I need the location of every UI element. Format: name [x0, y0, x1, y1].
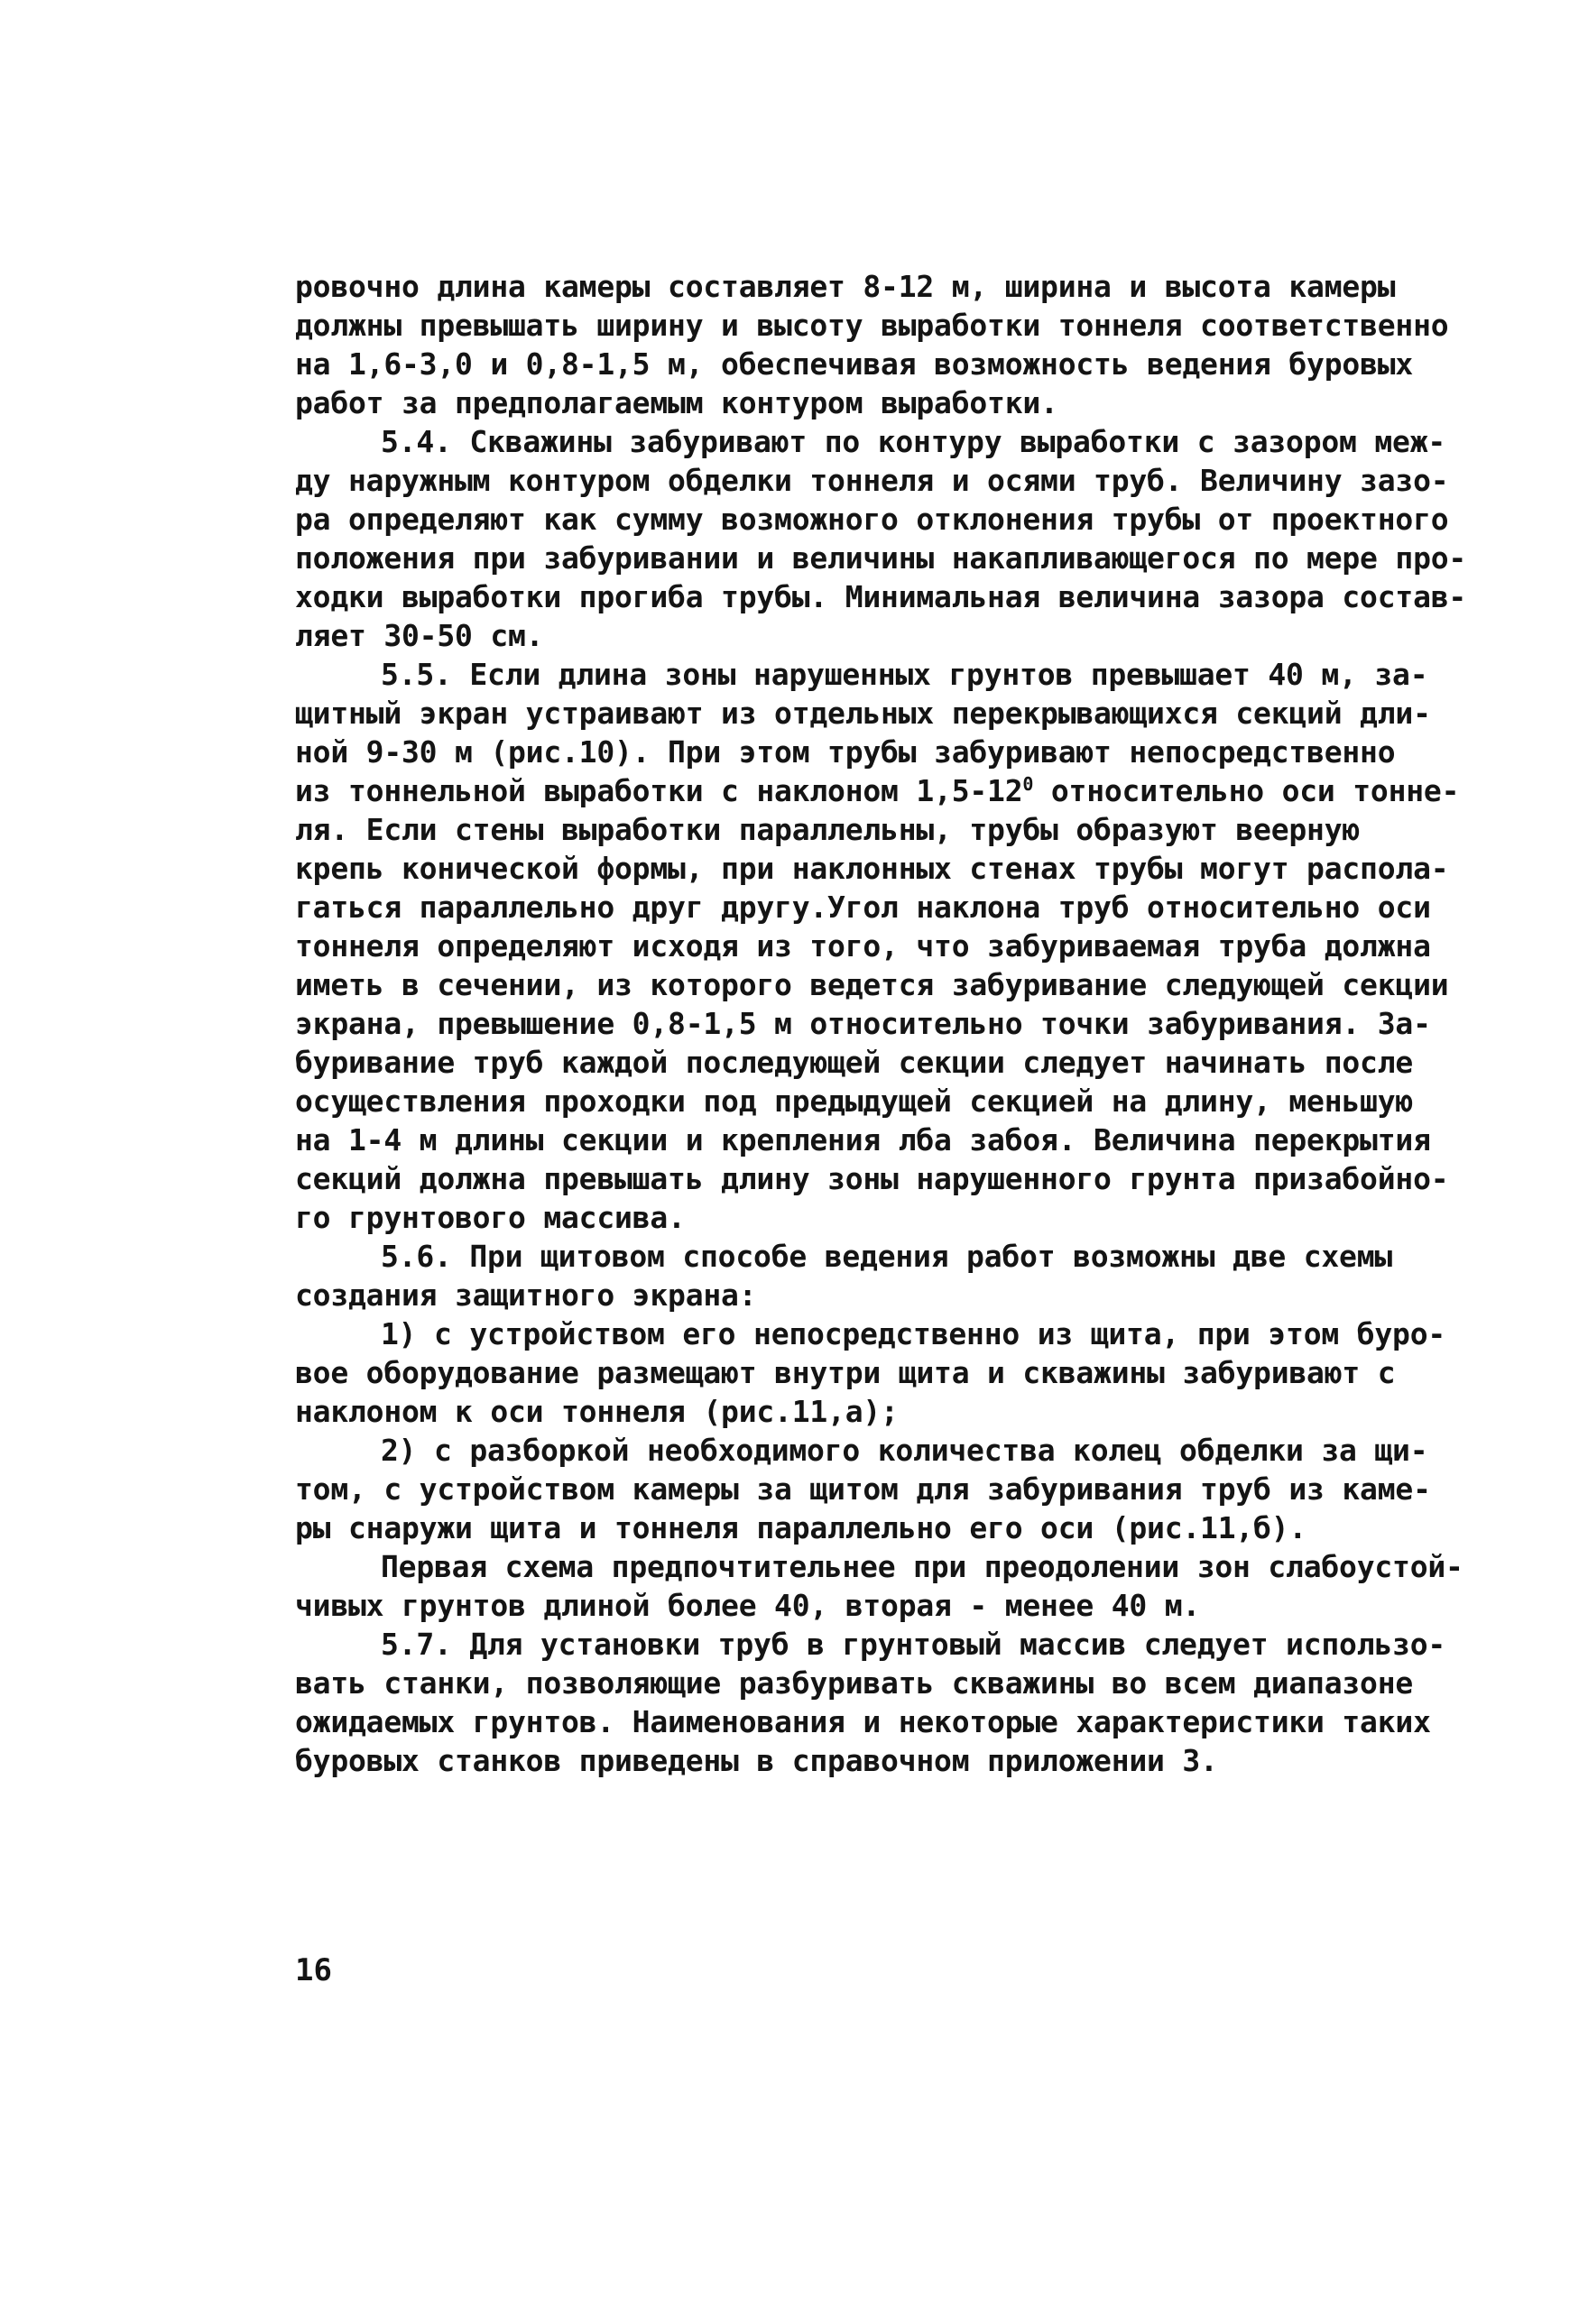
text-line-content: ля. Если стены выработки параллельны, трубы образуют веерную	[295, 812, 1361, 847]
text-line-content: го грунтового массива.	[295, 1200, 686, 1235]
text-line-content: создания защитного экрана:	[295, 1277, 757, 1313]
text-line-content: том, с устройством камеры за щитом для забуривания труб из каме-	[295, 1471, 1431, 1507]
text-line	[295, 1276, 1423, 1314]
text-line-content: 2) с разборкой необходимого количества колец обделки за щи-	[381, 1433, 1428, 1468]
text-line-content: положения при забуривании и величины накапливающегося по мере про-	[295, 540, 1467, 576]
text-line	[295, 1120, 1431, 1159]
text-line	[295, 461, 1449, 500]
text-line	[295, 1470, 1431, 1508]
text-line	[295, 422, 1446, 461]
text-line	[295, 500, 1449, 539]
text-line	[295, 1004, 1431, 1043]
text-line	[295, 1353, 1423, 1392]
text-line	[295, 616, 1423, 655]
text-line	[295, 655, 1428, 694]
text-line-content: ходки выработки прогиба трубы. Минимальная величина зазора состав-	[295, 579, 1467, 614]
text-line	[295, 849, 1449, 888]
text-line	[295, 1043, 1423, 1082]
text-line-content: осуществления проходки под предыдущей секцией на длину, меньшую	[295, 1084, 1414, 1119]
text-line-content: 5.6. При щитовом способе ведения работ возможны две схемы	[381, 1239, 1393, 1274]
text-line	[295, 1741, 1423, 1780]
text-line	[295, 810, 1423, 849]
text-line	[295, 1547, 1463, 1586]
text-line-content: 5.5. Если длина зоны нарушенных грунтов превышает 40 м, за-	[381, 657, 1428, 692]
text-line-content: на 1,6-3,0 и 0,8-1,5 м, обеспечивая возможность ведения буровых	[295, 346, 1414, 382]
text-line-content: экрана, превышение 0,8-1,5 м относительно точки забуривания. За-	[295, 1006, 1431, 1041]
text-line	[295, 1237, 1423, 1276]
text-line-content: ду наружным контуром обделки тоннеля и осями труб. Величину зазо-	[295, 463, 1449, 498]
text-line-content: тоннеля определяют исходя из того, что забуриваемая труба должна	[295, 928, 1431, 964]
text-line-content: ной 9-30 м (рис.10). При этом трубы забуривают непосредственно	[295, 734, 1396, 770]
text-line	[295, 267, 1423, 306]
text-line-content: крепь конической формы, при наклонных стенах трубы могут распола-	[295, 851, 1449, 886]
text-line-content: вать станки, позволяющие разбуривать скважины во всем диапазоне	[295, 1665, 1414, 1701]
text-line-content: на 1-4 м длины секции и крепления лба забоя. Величина перекрытия	[295, 1122, 1431, 1157]
text-line	[295, 1314, 1446, 1353]
text-line	[295, 306, 1449, 345]
text-line	[295, 888, 1431, 927]
page-number: 16	[295, 1952, 332, 1988]
body-text	[295, 267, 1467, 1780]
text-line	[295, 733, 1423, 771]
text-line	[295, 1664, 1423, 1702]
text-line	[295, 1625, 1446, 1664]
text-line-content: секций должна превышать длину зоны нарушенного грунта призабойно-	[295, 1161, 1449, 1196]
text-line	[295, 1198, 1423, 1237]
text-line-content: ляет 30-50 см.	[295, 618, 544, 653]
text-line-content: ожидаемых грунтов. Наименования и некоторые характеристики таких	[295, 1704, 1431, 1739]
degree-superscript: 0	[1022, 773, 1034, 795]
text-line-content: буровых станков приведены в справочном приложении 3.	[295, 1743, 1218, 1778]
text-line-content: буривание труб каждой последующей секции следует начинать после	[295, 1045, 1414, 1080]
text-line-content: из тоннельной выработки с наклоном 1,5-12	[295, 773, 1023, 808]
text-line-content: ра определяют как сумму возможного отклонения трубы от проектного	[295, 502, 1449, 537]
text-line-content: Первая схема предпочтительнее при преодолении зон слабоустой-	[381, 1549, 1463, 1584]
text-line	[295, 694, 1431, 733]
text-line	[295, 1702, 1431, 1741]
text-line-content: должны превышать ширину и высоту выработки тоннеля соответственно	[295, 308, 1449, 343]
text-line	[295, 965, 1449, 1004]
text-line	[295, 1508, 1423, 1547]
text-line-content: вое оборудование размещают внутри щита и скважины забуривают с	[295, 1355, 1396, 1390]
text-line	[295, 1586, 1423, 1625]
text-line-content: гаться параллельно друг другу.Угол наклона труб относительно оси	[295, 890, 1431, 925]
text-line	[295, 577, 1467, 616]
text-line	[295, 1082, 1423, 1120]
text-line-content: 5.4. Скважины забуривают по контуру выработки с зазором меж-	[381, 424, 1446, 459]
text-line-content: 1) с устройством его непосредственно из щита, при этом буро-	[381, 1316, 1446, 1351]
text-line-content: чивых грунтов длиной более 40, вторая - менее 40 м.	[295, 1588, 1201, 1623]
text-line	[295, 927, 1431, 965]
text-line	[295, 1431, 1428, 1470]
text-line-content: иметь в сечении, из которого ведется забуривание следующей секции	[295, 967, 1449, 1002]
text-line-content: щитный экран устраивают из отдельных перекрывающихся секций дли-	[295, 696, 1431, 731]
text-line	[295, 771, 1460, 810]
text-line	[295, 1392, 1423, 1431]
text-line-content: ровочно длина камеры составляет 8-12 м, ширина и высота камеры	[295, 269, 1396, 304]
text-line-content: наклоном к оси тоннеля (рис.11,а);	[295, 1394, 899, 1429]
text-line-content: ры снаружи щита и тоннеля параллельно его оси (рис.11,б).	[295, 1510, 1307, 1545]
text-line	[295, 539, 1467, 577]
text-line	[295, 383, 1423, 422]
text-line	[295, 1159, 1449, 1198]
text-line	[295, 345, 1423, 383]
text-line-content: работ за предполагаемым контуром выработки.	[295, 385, 1058, 420]
text-line-continuation: относительно оси тонне-	[1033, 773, 1460, 808]
text-line-content: 5.7. Для установки труб в грунтовый массив следует использо-	[381, 1627, 1446, 1662]
